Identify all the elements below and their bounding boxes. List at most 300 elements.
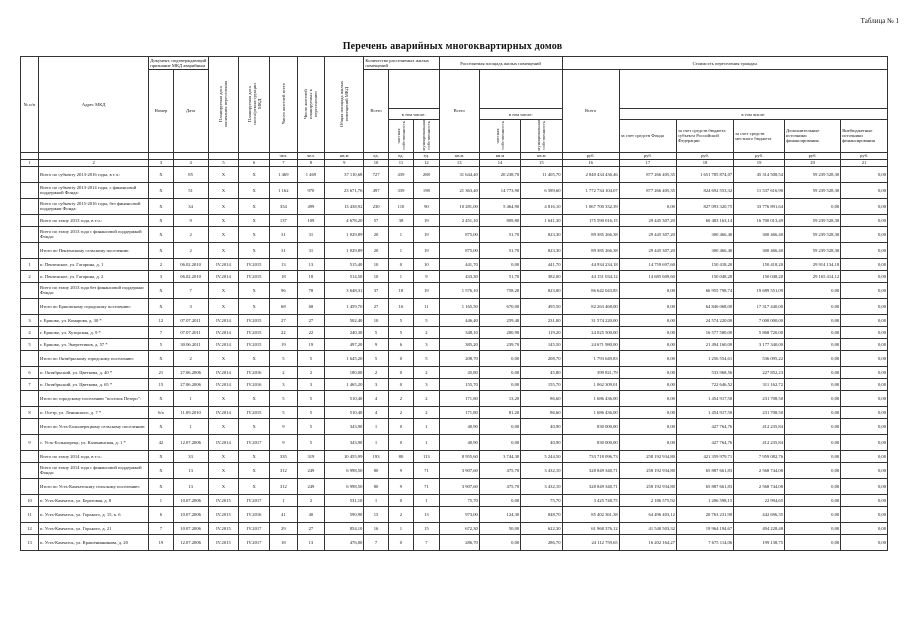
table-row-cell-17: 64 496 403,12 (619, 506, 676, 522)
table-row-cell-2: Всего по этапу 2013 года без финансовой поддержки Фонда: (39, 282, 149, 298)
table-row-cell-4: 1 (173, 390, 208, 406)
column-number-row-cell-10: 10 (364, 159, 388, 166)
table-row-cell-19: 494 228,48 (734, 522, 785, 534)
table-row-cell-14: 3 744,30 (479, 450, 520, 462)
table-row-cell-15: 622,30 (521, 522, 562, 534)
table-row-cell-10: 37 (364, 282, 388, 298)
table-row-cell-7: 5 (270, 406, 298, 418)
table-row-cell-8: 40 (297, 506, 325, 522)
table-row-cell-10: 80 (364, 478, 388, 494)
table-row-cell-11: 2 (388, 406, 413, 418)
header-address: Адрес МКД (39, 57, 149, 153)
table-row-cell-18: 1 454 917,50 (676, 390, 733, 406)
table-row-cell-12: 90 (414, 198, 439, 214)
table-row-cell-15: 6 589,60 (521, 182, 562, 198)
table-row-cell-7: 29 (270, 522, 298, 534)
table-row-cell-10: 10 (364, 258, 388, 270)
table-row-cell-15: 823,30 (521, 242, 562, 258)
table-row-cell-15: 86,60 (521, 406, 562, 418)
table-row-cell-9: 37 110,68 (325, 166, 364, 182)
column-number-row-cell-17: 17 (619, 159, 676, 166)
table-row-cell-6: X (239, 390, 270, 406)
table-row-cell-17: 16 202 164,27 (619, 534, 676, 550)
table-row-cell-9: 343,90 (325, 418, 364, 434)
table-row-cell-5: IV.2014 (208, 406, 239, 418)
table-row-cell-9: 13 438,92 (325, 198, 364, 214)
table-row-cell-21: 0,00 (841, 378, 888, 390)
table-row-cell-5: IV.2014 (208, 326, 239, 338)
table-row-cell-3: X (149, 462, 173, 478)
table-row-cell-8: 1 469 (297, 166, 325, 182)
table-row-cell-21: 0,00 (841, 282, 888, 298)
column-number-row-cell-19: 19 (734, 159, 785, 166)
table-row-cell-13: 8 955,60 (439, 450, 479, 462)
header-doc-date: Дата (173, 70, 208, 153)
table-row-cell-1 (21, 166, 39, 182)
table-row-cell-7: 31 (270, 226, 298, 242)
table-row-cell-11: 0 (388, 494, 413, 506)
table-row-cell-3: X (149, 242, 173, 258)
table-row-cell-14: 0,00 (479, 350, 520, 366)
table-row-cell-3: 6/а (149, 406, 173, 418)
table-row-cell-8: 19 (297, 338, 325, 350)
table-row-cell-17: 0,00 (619, 366, 676, 378)
table-row-cell-7: 354 (270, 198, 298, 214)
table-row-cell-12: 19 (414, 282, 439, 298)
units-row-cell-7: чел. (270, 152, 298, 159)
table-row-cell-1 (21, 418, 39, 434)
column-number-row-cell-9: 9 (325, 159, 364, 166)
table-row-cell-9: 3 648,31 (325, 282, 364, 298)
table-row-cell-6: X (239, 226, 270, 242)
table-row-cell-3: X (149, 282, 173, 298)
table-row-cell-17: 258 192 934,80 (619, 450, 676, 462)
header-cost-extra: Дополнительные источники финансирования (785, 120, 841, 153)
table-row-cell-13: 171,80 (439, 406, 479, 418)
table-row-cell-3: 6 (149, 506, 173, 522)
table-row-cell-9: 510,40 (325, 406, 364, 418)
table-row-cell-19: 227 852,23 (734, 366, 785, 378)
table-row-cell-4: 7 (173, 282, 208, 298)
table-row-cell-4: 13 (173, 462, 208, 478)
column-number-row-cell-11: 11 (388, 159, 413, 166)
table-row-cell-3: 42 (149, 434, 173, 450)
table-row-cell-18: 150 418,20 (676, 258, 733, 270)
table-row (21, 478, 888, 494)
table-row-cell-8: 2 (297, 366, 325, 378)
table-row-cell-1 (21, 450, 39, 462)
table-row-cell-3: X (149, 478, 173, 494)
page-title: Перечень аварийных многоквартирных домов (342, 41, 563, 52)
table-row-cell-16: 24 112 759,65 (562, 534, 619, 550)
table-row-cell-15: 441,70 (521, 258, 562, 270)
table-row-cell-5: IV.2014 (208, 314, 239, 326)
table-row-cell-2: п. Усть-Камчатск, ул. Береговая, д. 8 (39, 494, 149, 506)
table-row-cell-15: 823,00 (521, 282, 562, 298)
table-row-cell-16: 328 849 340,71 (562, 462, 619, 478)
table-row-cell-21: 0,00 (841, 270, 888, 282)
table-row-cell-20: 0,00 (785, 390, 841, 406)
table-row-cell-12: 71 (414, 462, 439, 478)
table-row-cell-21: 0,00 (841, 326, 888, 338)
table-row-cell-11: 110 (388, 198, 413, 214)
table-row-cell-12: 288 (414, 166, 439, 182)
table-row-cell-4: 27.06.2006 (173, 366, 208, 378)
table-row-cell-1 (21, 390, 39, 406)
table-row-cell-7: 41 (270, 506, 298, 522)
table-row-cell-14: 475,70 (479, 478, 520, 494)
table-row-cell-14: 0,00 (479, 534, 520, 550)
table-row-cell-5: IV.2014 (208, 338, 239, 350)
table-row-cell-19: 22 994,65 (734, 494, 785, 506)
table-row-cell-10: 1 (364, 434, 388, 450)
table-row-cell-20: 0,00 (785, 282, 841, 298)
table-row-cell-10: 4 (364, 390, 388, 406)
table-row-cell-7: 1 162 (270, 182, 298, 198)
header-persons-plan: Число жителей планируемых к переселению (297, 57, 325, 153)
table-row-cell-13: 40,90 (439, 434, 479, 450)
table-row-cell-19: 2 568 744,08 (734, 478, 785, 494)
table-row-cell-17: 258 192 934,80 (619, 478, 676, 494)
column-number-row-cell-14: 14 (479, 159, 520, 166)
table-row-cell-11: 0 (388, 350, 413, 366)
header-cost-fund: за счет средств Фонда (619, 120, 676, 153)
table-row-cell-21: 0,00 (841, 462, 888, 478)
table-row-cell-10: 10 (364, 314, 388, 326)
table-row-cell-2: г. Ершово, ул. Комарова, д. 30 * (39, 314, 149, 326)
table-row-cell-1 (21, 182, 39, 198)
table-row-cell-10: 10 (364, 270, 388, 282)
table-row-cell-10: 2 (364, 366, 388, 378)
table-row-cell-18: 1 206 598,15 (676, 494, 733, 506)
table-row-cell-11: 6 (388, 338, 413, 350)
header-rooms-incl (388, 70, 439, 109)
table-row-cell-13: 75,70 (439, 494, 479, 506)
table-row-cell-11: 1 (388, 270, 413, 282)
table-row (21, 282, 888, 298)
table-row-cell-19: 33 776 891,64 (734, 198, 785, 214)
table-row-cell-3: X (149, 450, 173, 462)
table-row-cell-1 (21, 478, 39, 494)
units-row-cell-9: кв.м (325, 152, 364, 159)
table-row-cell-10: 80 (364, 462, 388, 478)
table-row-cell-8: 109 (297, 214, 325, 226)
units-row-cell-21: руб. (841, 152, 888, 159)
table-row-cell-17: 0,00 (619, 314, 676, 326)
table-row-cell-16: 31 574 220,00 (562, 314, 619, 326)
table-row-cell-21: 0,00 (841, 226, 888, 242)
table-row-cell-18: 824 692 553,32 (676, 182, 733, 198)
table-row-cell-16: 1 067 700 332,39 (562, 198, 619, 214)
table-row-cell-19: 17 317 440,00 (734, 298, 785, 314)
table-row-cell-5: X (208, 462, 239, 478)
table-row-cell-10: 15 (364, 506, 388, 522)
table-row-cell-15: 119,20 (521, 326, 562, 338)
table-row-cell-16: 830 000,00 (562, 434, 619, 450)
table-row-cell-11: 1 (388, 242, 413, 258)
units-row-cell-15: кв.м (521, 152, 562, 159)
table-row-cell-3: 2 (149, 258, 173, 270)
column-number-row-cell-21: 21 (841, 159, 888, 166)
table-row-cell-21: 0,00 (841, 350, 888, 366)
table-row-cell-20: 0,00 (785, 478, 841, 494)
table-row-cell-9: 515,40 (325, 258, 364, 270)
table-row-cell-2: п. Усть-Камчатск, ул. Горького, д. 21 (39, 522, 149, 534)
table-row-cell-12: 5 (414, 314, 439, 326)
units-row (21, 152, 888, 159)
table-row-cell-9: 1 029,89 (325, 226, 364, 242)
table-row-cell-16: 328 849 340,71 (562, 478, 619, 494)
houses-table (20, 56, 888, 551)
table-row-cell-18: 24 574 220,00 (676, 314, 733, 326)
table-row-cell-6: X (239, 418, 270, 434)
table-row-cell-15: 86,60 (521, 390, 562, 406)
table-row-cell-3: 19 (149, 534, 173, 550)
table-row-cell-4: 33 (173, 450, 208, 462)
table-row-cell-20: 0,00 (785, 198, 841, 214)
column-number-row (21, 159, 888, 166)
table-row-cell-3: 7 (149, 522, 173, 534)
table-row-cell-19: 300 466,40 (734, 226, 785, 242)
table-row-cell-2: Итого по городскому поселению "поселок Пезеро": (39, 390, 149, 406)
table-row-cell-6: X (239, 198, 270, 214)
table-row-cell-13: 3 907,60 (439, 462, 479, 478)
units-row-cell-12: ед. (414, 152, 439, 159)
table-row-cell-21: 0,00 (841, 298, 888, 314)
table-row-cell-1: 5 (21, 338, 39, 350)
table-row-cell-13: 441,70 (439, 258, 479, 270)
table-row-cell-16: 2 840 434 436,46 (562, 166, 619, 182)
table-row-cell-5: IV.2015 (208, 534, 239, 550)
table-row-cell-18: 827 093 320,75 (676, 198, 733, 214)
table-row-cell-7: 9 (270, 418, 298, 434)
table-row-cell-20: 29 914 134,18 (785, 258, 841, 270)
units-row-cell-18: руб. (676, 152, 733, 159)
table-row-cell-4: 12.07.2006 (173, 534, 208, 550)
table-row-cell-7: 96 (270, 282, 298, 298)
table-row-cell-10: 5 (364, 326, 388, 338)
table-row-cell-6: X (239, 214, 270, 226)
table-row-cell-1 (21, 214, 39, 226)
table-row-cell-8: 5 (297, 434, 325, 450)
table-row-cell-9: 1 645,20 (325, 350, 364, 366)
table-row-cell-3: X (149, 298, 173, 314)
column-number-row-cell-6: 6 (239, 159, 270, 166)
table-row-cell-2: п. Пензенское, ул. Гагарина, д. 2 (39, 270, 149, 282)
units-row-cell-1 (21, 152, 39, 159)
table-row-cell-18: 20 763 231,90 (676, 506, 733, 522)
table-row-cell-15: 3 432,10 (521, 478, 562, 494)
table-row-cell-11: 9 (388, 478, 413, 494)
table-row-cell-19: 412 235,84 (734, 434, 785, 450)
table-row (21, 522, 888, 534)
table-row-cell-12: 19 (414, 226, 439, 242)
table-row (21, 406, 888, 418)
table-row-cell-18: 64 846 068,00 (676, 298, 733, 314)
header-doc-number: Номер (149, 70, 173, 153)
table-row (21, 418, 888, 434)
table-row-cell-15: 3 432,10 (521, 462, 562, 478)
table-row-cell-11: 439 (388, 166, 413, 182)
table-row-cell-4: 2 (173, 350, 208, 366)
table-row (21, 314, 888, 326)
table-row-cell-13: 973,00 (439, 506, 479, 522)
table-row-cell-4: 10.07.2006 (173, 506, 208, 522)
table-row-cell-10: 1 (364, 494, 388, 506)
table-row-cell-17: 258 192 934,80 (619, 462, 676, 478)
table-row-cell-20: 0,00 (785, 326, 841, 338)
header-persons: Число жителей всего (270, 57, 298, 153)
table-row-cell-9: 6 998,50 (325, 462, 364, 478)
table-row-cell-21: 0,00 (841, 242, 888, 258)
table-row-cell-18: 533 968,56 (676, 366, 733, 378)
table-row-cell-5: IV.2015 (208, 494, 239, 506)
table-row-cell-2: Итого по Усть-Камчатскому сельскому поселению: (39, 478, 149, 494)
table-row-cell-3: 15 (149, 378, 173, 390)
table-row-cell-20: 0,00 (785, 338, 841, 350)
table-row-cell-14: 239,70 (479, 338, 520, 350)
table-row-cell-9: 180,00 (325, 366, 364, 378)
table-row-cell-16: 1 793 649,83 (562, 350, 619, 366)
table-row-cell-20: 59 239 528,30 (785, 166, 841, 182)
table-row-cell-21: 0,00 (841, 338, 888, 350)
table-row-cell-12: 2 (414, 366, 439, 378)
table-row-cell-1 (21, 198, 39, 214)
table-row-cell-18: 16 577 580,00 (676, 326, 733, 338)
table-row-cell-13: 433,30 (439, 270, 479, 282)
table-row-cell-9: 1 465,20 (325, 378, 364, 390)
table-row-cell-1: 8 (21, 406, 39, 418)
table-row (21, 258, 888, 270)
column-number-row-cell-5: 5 (208, 159, 239, 166)
table-row-cell-9: 510,40 (325, 390, 364, 406)
table-row-cell-5: X (208, 214, 239, 226)
table-number: Таблица № 1 (860, 17, 899, 25)
table-row-cell-9: 531,10 (325, 494, 364, 506)
table-row-cell-21: 0,00 (841, 450, 888, 462)
table-row-cell-5: X (208, 418, 239, 434)
header-area-municipal: муниципальная собственность (521, 120, 562, 153)
header-area-incl-label: в том числе: (479, 109, 562, 120)
table-row-cell-16: 830 000,00 (562, 418, 619, 434)
units-row-cell-10: ед. (364, 152, 388, 159)
table-row-cell-10: 57 (364, 214, 388, 226)
table-row-cell-18: 427 764,76 (676, 418, 733, 434)
table-row-cell-1: 6 (21, 366, 39, 378)
table-row-cell-10: 27 (364, 298, 388, 314)
table-row-cell-21: 0,00 (841, 182, 888, 198)
table-row-cell-17: 0,00 (619, 198, 676, 214)
table-row-cell-12: 1 (414, 494, 439, 506)
table-row-cell-4: 13 (173, 478, 208, 494)
table-row-cell-18: 1 454 917,50 (676, 406, 733, 418)
header-area-private: частная собственность (479, 120, 520, 153)
column-number-row-cell-1: 1 (21, 159, 39, 166)
units-row-cell-2 (39, 152, 149, 159)
table-row-cell-15: 231,00 (521, 314, 562, 326)
units-row-cell-3 (149, 152, 173, 159)
table-row-cell-8: 68 (297, 298, 325, 314)
table-row-cell-7: 335 (270, 450, 298, 462)
table-row-cell-18: 300 466,40 (676, 242, 733, 258)
table-row-cell-2: Всего по этапу 2014 года с финансовой поддержкой Фонда: (39, 462, 149, 478)
table-row-cell-6: IV.2016 (239, 378, 270, 390)
table-row-cell-10: 230 (364, 198, 388, 214)
header-cost-all: Всего (562, 70, 619, 153)
table-row-cell-16: 85 402 361,38 (562, 506, 619, 522)
table-row-cell-1 (21, 298, 39, 314)
table-row-cell-11: 2 (388, 506, 413, 522)
table-row-cell-13: 171,80 (439, 390, 479, 406)
units-row-cell-8: чел. (297, 152, 325, 159)
column-number-row-cell-4: 4 (173, 159, 208, 166)
table-row-cell-13: 348,10 (439, 326, 479, 338)
table-row-cell-6: IV.2017 (239, 494, 270, 506)
table-row-cell-21: 0,00 (841, 166, 888, 182)
table-row-cell-12: 71 (414, 478, 439, 494)
table-row-cell-15: 286,70 (521, 534, 562, 550)
table-row-cell-6: IV.2016 (239, 506, 270, 522)
table-row-cell-14: 13,20 (479, 390, 520, 406)
table-row-cell-11: 0 (388, 534, 413, 550)
table-row-cell-7: 18 (270, 270, 298, 282)
header-area-all: Всего (439, 70, 479, 153)
header-area: Расселяемая площадь жилых помещений (439, 57, 562, 70)
table-row (21, 462, 888, 478)
table-row-cell-1: 11 (21, 506, 39, 522)
table-row-cell-10: 497 (364, 182, 388, 198)
header-rooms-municipal: муниципальная собственность (414, 120, 439, 153)
units-row-cell-6 (239, 152, 270, 159)
table-row-cell-2: г. Ершово, ул. Хуторская, д. 9 * (39, 326, 149, 338)
table-row-cell-16: 733 718 096,73 (562, 450, 619, 462)
table-row-cell-12: 3 (414, 338, 439, 350)
table-row-cell-11: 16 (388, 298, 413, 314)
table-row-cell-5: X (208, 350, 239, 366)
header-cost-local: за счет средств местного бюджета (734, 120, 785, 153)
table-row-cell-21: 0,00 (841, 494, 888, 506)
table-row-cell-7: 5 (270, 390, 298, 406)
table-row-cell-15: 145,50 (521, 338, 562, 350)
table-row-cell-19: 199 138,75 (734, 534, 785, 550)
table-row-cell-12: 19 (414, 242, 439, 258)
table-row-cell-8: 5 (297, 406, 325, 418)
table-row-cell-18: 300 466,40 (676, 226, 733, 242)
units-row-cell-4 (173, 152, 208, 159)
table-row-cell-9: 6 998,50 (325, 478, 364, 494)
column-number-row-cell-20: 20 (785, 159, 841, 166)
table-row-cell-6: X (239, 166, 270, 182)
table-row (21, 378, 888, 390)
units-row-cell-17: руб. (619, 152, 676, 159)
table-row-cell-17: 29 445 307,20 (619, 214, 676, 226)
table-row-cell-2: Итого по Октябрьскому городскому поселению: (39, 350, 149, 366)
table-row-cell-2: Всего по этапу 2014 года, в т.ч.: (39, 450, 149, 462)
table-row-cell-8: 3 (297, 378, 325, 390)
table-row-cell-4: 9 (173, 214, 208, 226)
table-row-cell-17: 0,00 (619, 338, 676, 350)
table-row-cell-17: 0,00 (619, 418, 676, 434)
table-row-cell-10: 1 (364, 418, 388, 434)
table-row (21, 298, 888, 314)
table-row-cell-18: 65 887 661,83 (676, 478, 733, 494)
table-row-cell-4: 34 (173, 198, 208, 214)
table-row-cell-7: 9 (270, 434, 298, 450)
table-row-cell-7: 68 (270, 298, 298, 314)
table-row-cell-16: 89 385 266,38 (562, 226, 619, 242)
table-row-cell-17: 0,00 (619, 378, 676, 390)
table-row-cell-20: 59 239 528,30 (785, 214, 841, 226)
